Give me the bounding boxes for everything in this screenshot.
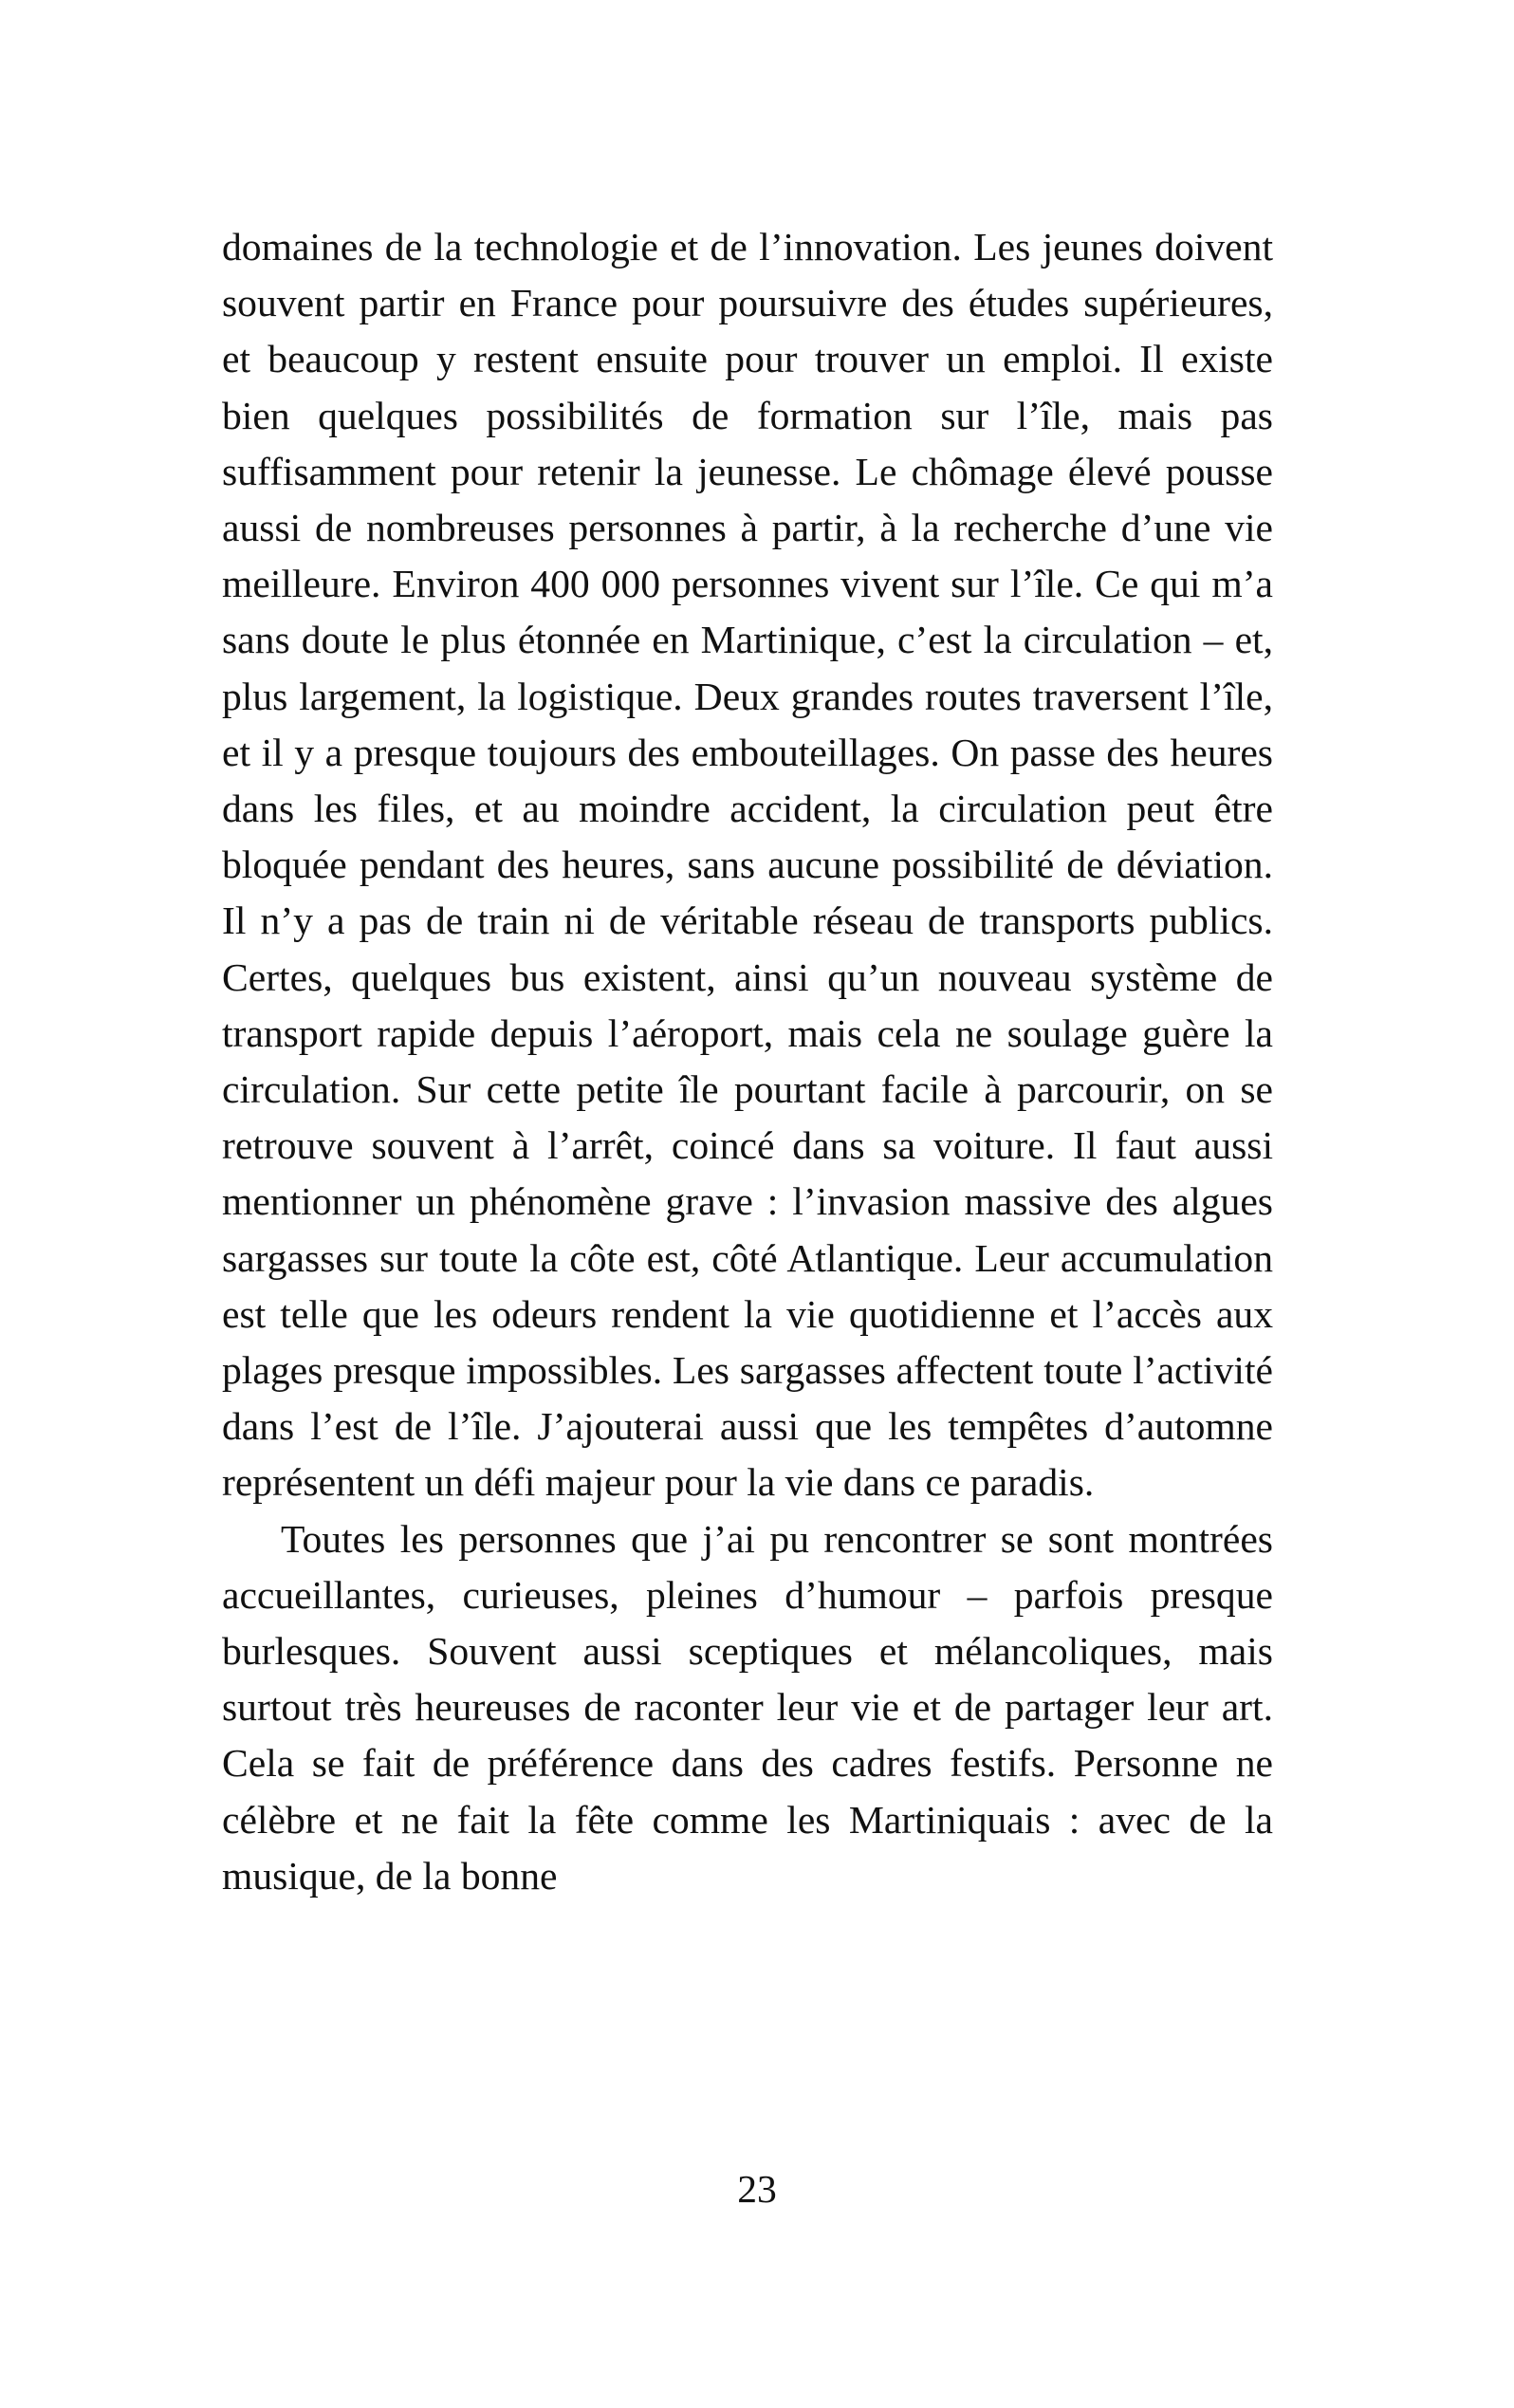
- paragraph-people: Toutes les personnes que j’ai pu rencontrer se sont montrées accueillantes, curieuses, pleines d’humour – parfois presque burlesques. Souvent aussi sceptiques et mélancoliques, mais surtout très heureuses de raconter leur vie et de partager leur art. Cela se fait de préférence dans des cadres festifs. Personne ne célèbre et ne fait la fête comme les Martiniquais : avec de la musique, de la bonne: [222, 1516, 1273, 1898]
- page-body: [222, 219, 1273, 1904]
- page-number: 23: [737, 2167, 777, 2211]
- paragraph-continued: domaines de la technologie et de l’innovation. Les jeunes doivent souvent partir en France pour poursuivre des études supérieures, et beaucoup y restent ensuite pour trouver un emploi. Il existe bien quelques possibilités de formation sur l’île, mais pas suffisamment pour retenir la jeunesse. Le chômage élevé pousse aussi de nombreuses personnes à partir, à la recherche d’une vie meilleure. Environ 400 000 personnes vivent sur l’île. Ce qui m’a sans doute le plus étonnée en Martinique, c’est la circulation – et, plus largement, la logistique. Deux grandes routes traversent l’île, et il y a presque toujours des embouteillages. On passe des heures dans les files, et au moindre accident, la circulation peut être bloquée pendant des heures, sans aucune possibilité de déviation. Il n’y a pas de train ni de véritable réseau de transports publics. Certes, quelques bus existent, ainsi qu’un nouveau système de transport rapide depuis l’aéroport, mais cela ne soulage guère la circulation. Sur cette petite île pourtant facile à parcourir, on se retrouve souvent à l’arrêt, coincé dans sa voiture. Il faut aussi mentionner un phénomène grave : l’invasion massive des algues sargasses sur toute la côte est, côté Atlantique. Leur accumulation est telle que les odeurs rendent la vie quotidienne et l’accès aux plages presque impossibles. Les sargasses affectent toute l’activité dans l’est de l’île. J’ajouterai aussi que les tempêtes d’automne représentent un défi majeur pour la vie dans ce paradis.: [222, 225, 1273, 1505]
